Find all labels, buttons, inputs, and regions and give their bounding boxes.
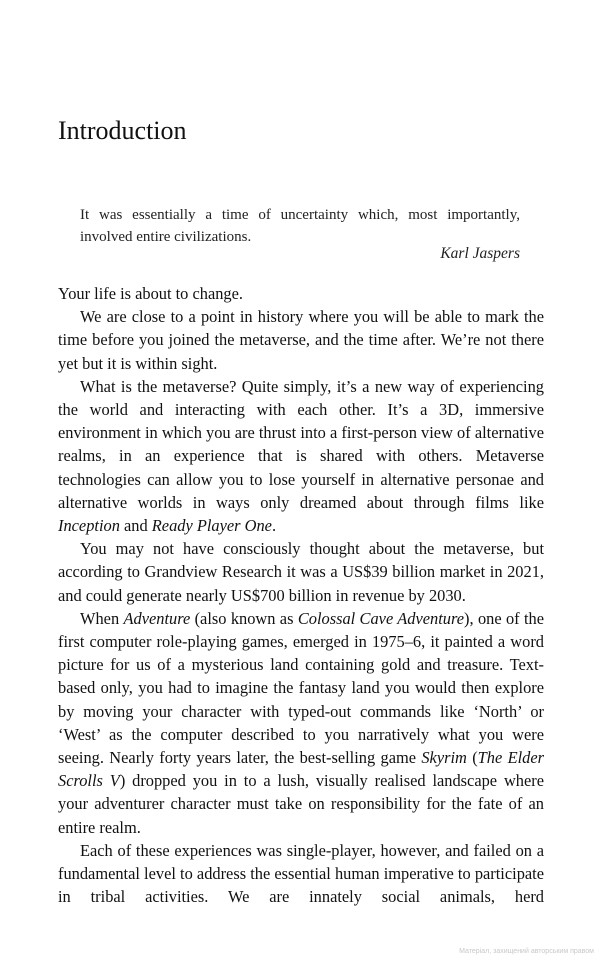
- film-title-ready-player-one: Ready Player One: [151, 516, 272, 536]
- paragraph-5-text: (: [466, 748, 478, 768]
- paragraph-1: Your life is about to change.: [58, 284, 243, 303]
- paragraph-5-text: ), one of the first computer role-playing games, emerged in 1975–6, it painted a word picture for us of a mysterious land containing gold and treasure. Text-based only, you had to imagine the fantasy land you would then explore by moving your character with typed-out commands like ‘North’ or ‘West’ as the computer described to you narratively what you were seeing. Nearly forty years later, the best-selling game: [58, 608, 545, 768]
- paragraph-5-text: When: [80, 608, 124, 628]
- paragraph-2: We are close to a point in history where you will be able to mark the time before you joined the metaverse, and the time after. We’re not there yet but it is within sight.: [58, 307, 544, 373]
- game-title-adventure: Adventure: [123, 608, 191, 628]
- copyright-watermark: Матеріал, захищений авторським правом: [459, 948, 594, 955]
- film-title-inception: Inception: [58, 516, 120, 536]
- game-title-skyrim: Skyrim: [421, 748, 467, 768]
- paragraph-5-text: (also known as: [190, 608, 298, 628]
- game-title-colossal-cave-adventure: Colossal Cave Adventure: [297, 608, 465, 628]
- epigraph-quote: It was essentially a time of uncertainty which, most importantly, involved entire civilizations.: [80, 207, 520, 245]
- paragraph-3: [58, 375, 544, 537]
- paragraph-6: Each of these experiences was single-player, however, and failed on a fundamental level to address the essential human imperative to participate in tribal activities. We are innately social animals, herd: [58, 840, 544, 907]
- paragraph-5-text: ) dropped you in to a lush, visually realised landscape where your adventurer character must take on responsibility for the fate of an entire realm.: [58, 771, 544, 837]
- epigraph-attribution: Karl Jaspers: [440, 245, 520, 262]
- game-title-elder-scrolls: The Elder Scrolls V: [58, 748, 544, 791]
- paragraph-3-text: .: [271, 516, 277, 536]
- body-text: [58, 282, 544, 908]
- paragraph-3-text: What is the metaverse? Quite simply, it’s a new way of experiencing the world and interacting with each other. It’s a 3D, immersive environment in which you are thrust into a first-person view of alternative realms, in an experience that is shared with others. Metaverse technologies can allow you to lose yourself in alternative personae and alternative worlds in ways only dreamed about through films like: [58, 376, 544, 512]
- chapter-title: Introduction: [58, 116, 187, 145]
- paragraph-4: You may not have consciously thought about the metaverse, but according to Grandview Research it was a US$39 billion market in 2021, and could generate nearly US$700 billion in revenue by 2030.: [58, 539, 544, 605]
- paragraph-5: [58, 607, 544, 839]
- paragraph-3-text: and: [119, 516, 152, 536]
